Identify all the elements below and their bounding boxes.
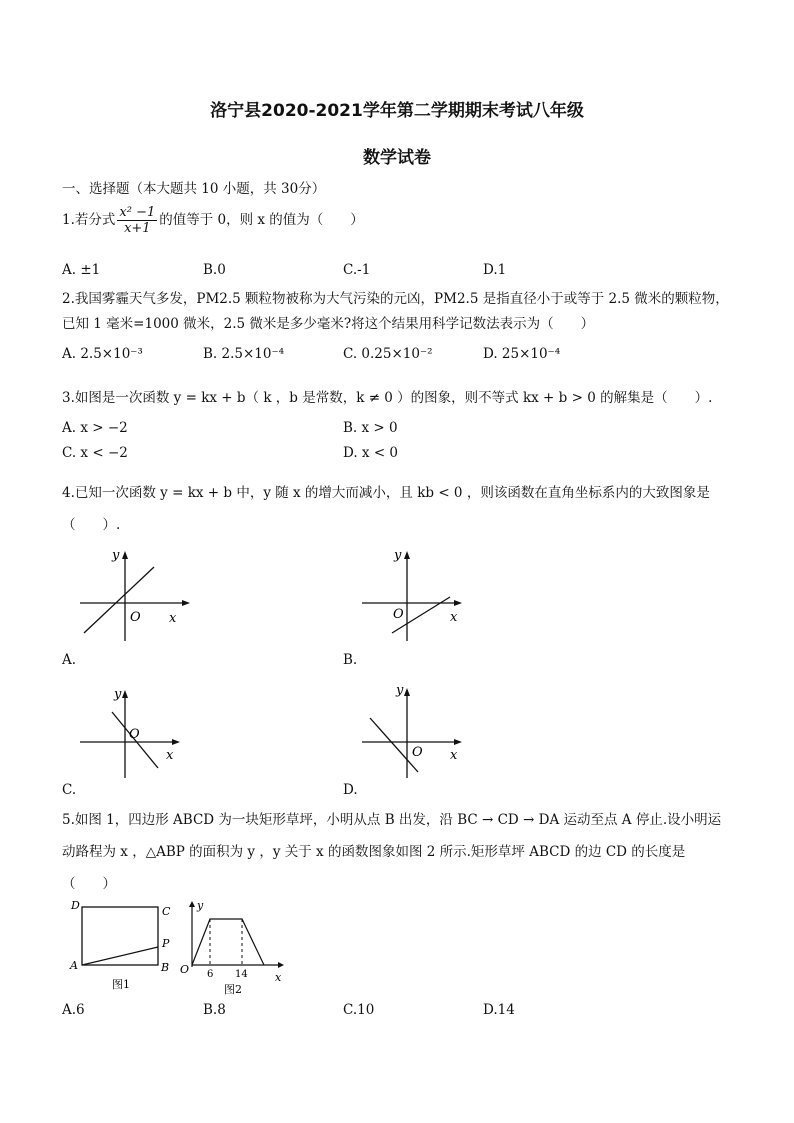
q5-option-c[interactable]: C.10: [343, 1002, 375, 1018]
function-line: [84, 567, 154, 633]
graph-a: [70, 545, 200, 645]
q1-prefix: 1.若分式: [62, 212, 116, 228]
q2-option-d[interactable]: D. 25×10⁻⁴: [483, 346, 561, 362]
graph-a-label[interactable]: A.: [62, 652, 77, 668]
y-axis-label: y: [114, 687, 122, 702]
x-axis-arrow: [454, 739, 462, 745]
tick-label-6: 6: [207, 969, 214, 980]
y-axis-arrow: [404, 551, 410, 559]
question-5-line-1: 5.如图 1，四边形 ABCD 为一块矩形草坪，小明从点 B 出发，沿 BC → CD → DA 运动至点 A 停止.设小明运: [62, 812, 722, 828]
section-heading: 一、选择题（本大题共 10 小题，共 30分）: [62, 181, 326, 197]
graph-b-label[interactable]: B.: [343, 652, 358, 668]
q1-option-c[interactable]: C.-1: [343, 262, 371, 278]
question-4-line-1: 4.已知一次函数 y = kx + b 中，y 随 x 的增大而减小，且 kb < 0 ，则该函数在直角坐标系内的大致图象是: [62, 485, 710, 501]
vertex-b-label: B: [161, 961, 170, 974]
q3-option-c[interactable]: C. x < −2: [62, 445, 128, 461]
x-axis-label: x: [169, 611, 177, 626]
function-line: [370, 718, 418, 772]
vertex-c-label: C: [162, 905, 171, 918]
x-axis-arrow: [172, 739, 180, 745]
y-axis-label: y: [197, 899, 204, 912]
q1-option-b[interactable]: B.0: [203, 262, 226, 278]
y-axis-arrow: [122, 551, 128, 559]
question-4-line-2: （ ）.: [62, 517, 121, 533]
x-axis-arrow: [278, 962, 284, 968]
question-3-stem: 3.如图是一次函数 y = kx + b（ k ，b 是常数，k ≠ 0 ）的图象，则不等式 kx + b > 0 的解集是（ ）.: [62, 390, 713, 406]
y-axis-arrow: [122, 690, 128, 698]
origin-label: O: [130, 610, 141, 625]
question-2-line-2: 已知 1 毫米=1000 微米，2.5 微米是多少毫米?将这个结果用科学记数法表示为（ ）: [62, 316, 595, 332]
graph-c: [70, 680, 200, 780]
q1-option-a[interactable]: A. ±1: [62, 262, 101, 278]
q2-option-a[interactable]: A. 2.5×10⁻³: [62, 346, 143, 362]
x-axis-arrow: [454, 600, 462, 606]
question-5-line-2: 动路程为 x ，△ABP 的面积为 y ，y 关于 x 的函数图象如图 2 所示.矩形草坪 ABCD 的边 CD 的长度是: [62, 844, 686, 860]
q5-option-b[interactable]: B.8: [203, 1002, 226, 1018]
paper-subtitle: 数学试卷: [363, 148, 431, 168]
question-1-stem: [62, 205, 364, 236]
segment-ap: [82, 947, 158, 965]
y-axis-arrow: [189, 901, 195, 907]
x-axis-label: x: [275, 971, 282, 984]
q5-option-d[interactable]: D.14: [483, 1002, 515, 1018]
q2-option-b[interactable]: B. 2.5×10⁻⁴: [203, 346, 284, 362]
trapezoid-graph: [192, 919, 264, 965]
x-axis-arrow: [182, 600, 190, 606]
x-axis-label: x: [450, 610, 458, 625]
graph-b: [352, 545, 482, 645]
q3-option-a[interactable]: A. x > −2: [62, 420, 128, 436]
q1-suffix: 的值等于 0，则 x 的值为（ ）: [159, 212, 364, 228]
origin-label: O: [393, 607, 404, 622]
y-axis-arrow: [404, 688, 410, 696]
q2-option-c[interactable]: C. 0.25×10⁻²: [343, 346, 433, 362]
fraction-numerator: x² −1: [119, 205, 156, 220]
question-5-line-3: （ ）: [62, 876, 116, 892]
point-p-label: P: [162, 937, 170, 950]
paper-title: 洛宁县2020-2021学年第二学期期末考试八年级: [210, 101, 584, 121]
figure-1-rectangle: [64, 895, 189, 995]
q3-option-b[interactable]: B. x > 0: [343, 420, 398, 436]
graph-c-label[interactable]: C.: [62, 782, 77, 798]
y-axis-label: y: [396, 683, 404, 698]
graph-d-label[interactable]: D.: [343, 782, 358, 798]
question-2-line-1: 2.我国雾霾天气多发，PM2.5 颗粒物被称为大气污染的元凶，PM2.5 是指直径小于或等于 2.5 微米的颗粒物，: [62, 291, 729, 307]
x-axis-label: x: [450, 748, 458, 763]
fraction-denominator: x+1: [124, 221, 151, 236]
figure-2-graph: [172, 895, 290, 995]
y-axis-label: y: [112, 548, 120, 563]
q1-option-d[interactable]: D.1: [483, 262, 507, 278]
origin-label: O: [180, 963, 190, 976]
y-axis-label: y: [394, 548, 402, 563]
graph-d: [352, 680, 482, 780]
origin-label: O: [412, 745, 423, 760]
x-axis-label: x: [166, 748, 174, 763]
vertex-d-label: D: [71, 899, 80, 912]
vertex-a-label: A: [70, 959, 78, 972]
figure-2-caption: 图2: [224, 983, 242, 995]
fraction: [117, 205, 157, 236]
tick-label-14: 14: [235, 969, 248, 980]
q3-option-d[interactable]: D. x < 0: [343, 445, 399, 461]
origin-label: O: [129, 727, 140, 742]
figure-1-caption: 图1: [112, 978, 130, 991]
q5-option-a[interactable]: A.6: [62, 1002, 85, 1018]
